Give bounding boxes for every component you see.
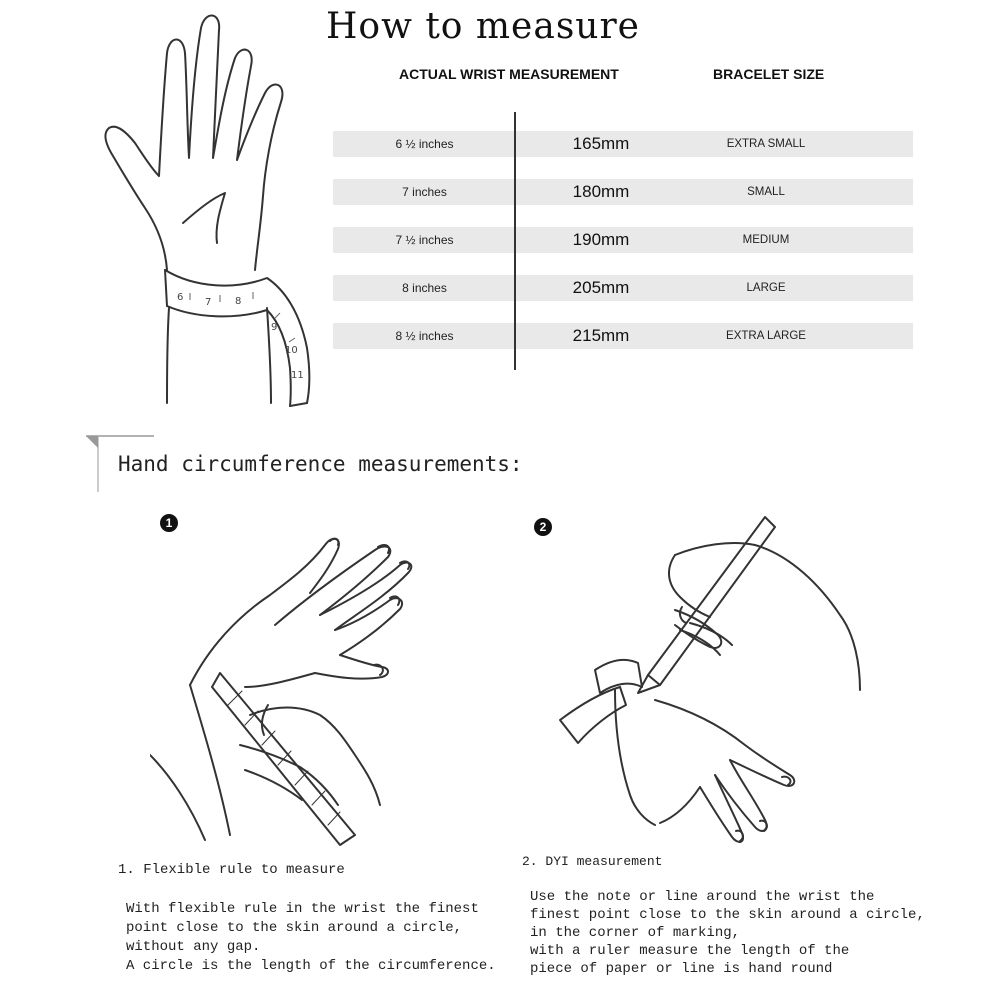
column-header-wrist: ACTUAL WRIST MEASUREMENT bbox=[399, 66, 619, 82]
hands-with-flexible-rule-illustration bbox=[150, 505, 490, 850]
step-1-caption: 1. Flexible rule to measure bbox=[118, 862, 345, 878]
tape-tick: 8 bbox=[235, 296, 242, 307]
tape-tick: 10 bbox=[285, 345, 298, 356]
wrist-inches: 8 ½ inches bbox=[395, 329, 454, 343]
wrist-inches: 7 ½ inches bbox=[395, 233, 454, 247]
bracelet-size: EXTRA SMALL bbox=[726, 138, 806, 150]
step-number-badge: 2 bbox=[534, 518, 552, 536]
bracelet-size: EXTRA LARGE bbox=[726, 330, 806, 342]
bracelet-size: LARGE bbox=[746, 282, 786, 294]
wrist-inches: 8 inches bbox=[402, 281, 447, 295]
table-row bbox=[333, 227, 913, 253]
hands-with-pen-and-paper-illustration bbox=[520, 505, 890, 850]
bracelet-size: SMALL bbox=[747, 186, 785, 198]
wrist-inches: 7 inches bbox=[402, 185, 447, 199]
wrist-mm: 215mm bbox=[572, 326, 630, 345]
table-row bbox=[333, 323, 913, 349]
table-divider bbox=[514, 112, 516, 370]
wrist-mm: 190mm bbox=[572, 230, 630, 249]
tape-tick: 9 bbox=[271, 322, 278, 333]
tape-tick: 7 bbox=[205, 297, 212, 308]
bracelet-size: MEDIUM bbox=[742, 234, 790, 246]
table-row bbox=[333, 275, 913, 301]
column-header-bracelet-size: BRACELET SIZE bbox=[713, 66, 825, 82]
section-title: Hand circumference measurements: bbox=[118, 452, 523, 476]
wrist-inches: 6 ½ inches bbox=[395, 137, 454, 151]
tape-tick: 11 bbox=[291, 370, 304, 381]
table-row bbox=[333, 131, 913, 157]
wrist-mm: 205mm bbox=[572, 278, 630, 297]
tape-tick: 6 bbox=[177, 292, 184, 303]
step-number-badge: 1 bbox=[160, 514, 178, 532]
wrist-mm: 165mm bbox=[572, 134, 630, 153]
wrist-mm: 180mm bbox=[572, 182, 630, 201]
step-2-description: Use the note or line around the wrist the finest point close to the skin around a circle, in the corner of marking, with a ruler measure the length of the piece of paper or line is hand round bbox=[530, 889, 925, 977]
step-2-caption: 2. DYI measurement bbox=[522, 854, 663, 869]
hand-with-tape-illustration bbox=[95, 8, 325, 413]
table-row bbox=[333, 179, 913, 205]
page-title: How to measure bbox=[326, 6, 640, 47]
step-1-description: With flexible rule in the wrist the finest point close to the skin around a circle, without any gap. A circle is the length of the circumference. bbox=[126, 901, 496, 974]
